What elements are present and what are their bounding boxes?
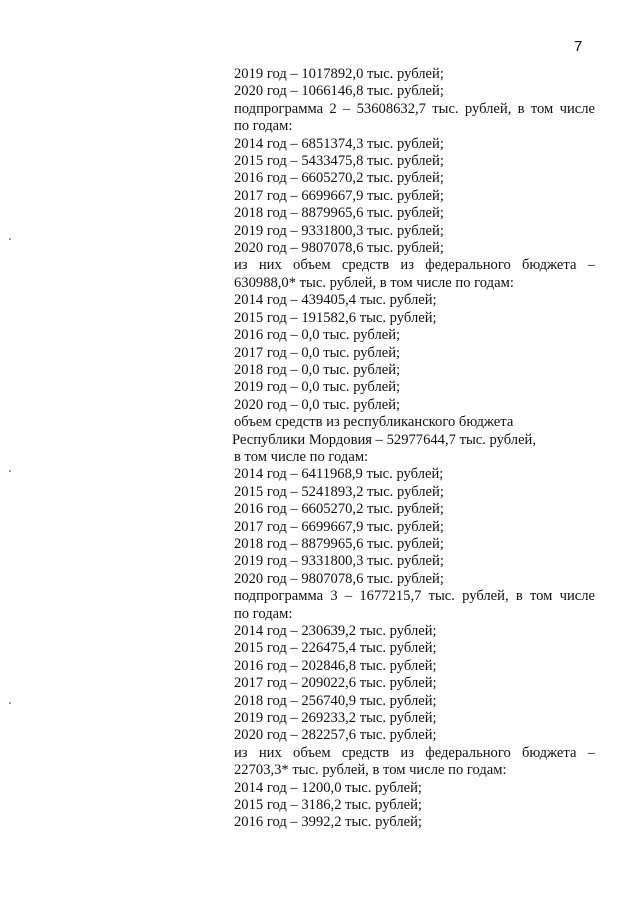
text-line: 2018 год – 8879965,6 тыс. рублей; [234,535,444,552]
scan-speck [9,702,11,704]
text-line: 2017 год – 6699667,9 тыс. рублей; [234,518,444,535]
text-line: из них объем средств из федерального бюджета – [234,257,595,274]
text-line: 2017 год – 6699667,9 тыс. рублей; [234,187,444,204]
text-line: 2017 год – 209022,6 тыс. рублей; [234,675,437,692]
text-line: 2014 год – 6411968,9 тыс. рублей; [234,466,444,483]
text-line: 2020 год – 9807078,6 тыс. рублей; [234,240,444,257]
text-line: 2018 год – 256740,9 тыс. рублей; [234,692,437,709]
text-line: 2019 год – 0,0 тыс. рублей; [234,379,401,396]
text-line: 2019 год – 9331800,3 тыс. рублей; [234,553,444,570]
text-line: по годам: [234,118,293,135]
page-number: 7 [574,38,583,55]
text-line: 2016 год – 202846,8 тыс. рублей; [234,657,437,674]
text-line: подпрограмма 2 – 53608632,7 тыс. рублей, в том числе [234,100,595,117]
text-line: 2015 год – 191582,6 тыс. рублей; [234,309,437,326]
text-line: 2015 год – 226475,4 тыс. рублей; [234,640,437,657]
text-line: 2019 год – 269233,2 тыс. рублей; [234,710,437,727]
text-line: 2020 год – 0,0 тыс. рублей; [234,396,401,413]
text-line: 2014 год – 1200,0 тыс. рублей; [234,779,422,796]
text-line: 2018 год – 0,0 тыс. рублей; [234,361,401,378]
text-line: 2019 год – 9331800,3 тыс. рублей; [234,222,444,239]
text-line: 2016 год – 0,0 тыс. рублей; [234,327,401,344]
text-line: 2015 год – 3186,2 тыс. рублей; [234,797,422,814]
text-line: подпрограмма 3 – 1677215,7 тыс. рублей, в том числе [234,588,595,605]
text-line: 2016 год – 6605270,2 тыс. рублей; [234,501,444,518]
text-line: 630988,0* тыс. рублей, в том числе по годам: [234,274,514,291]
text-line: 22703,3* тыс. рублей, в том числе по годам: [234,762,507,779]
scan-speck [9,470,11,472]
text-line: 2015 год – 5241893,2 тыс. рублей; [234,483,444,500]
text-line: объем средств из республиканского бюджета [234,414,514,431]
text-line: 2014 год – 230639,2 тыс. рублей; [234,623,437,639]
text-line: 2020 год – 9807078,6 тыс. рублей; [234,570,444,587]
scan-speck [9,238,11,240]
text-line: по годам: [234,605,293,622]
text-line: 2020 год – 282257,6 тыс. рублей; [234,727,437,744]
text-line: Республики Мордовия – 52977644,7 тыс. рублей, [232,431,537,448]
text-line: 2015 год – 5433475,8 тыс. рублей; [234,153,444,170]
funding-text-block [234,66,595,832]
text-line: 2016 год – 3992,2 тыс. рублей; [234,814,422,831]
text-line: в том числе по годам: [234,448,369,465]
text-line: 2016 год – 6605270,2 тыс. рублей; [234,170,444,187]
text-line: 2014 год – 439405,4 тыс. рублей; [234,292,437,309]
text-line: 2019 год – 1017892,0 тыс. рублей; [234,66,444,82]
text-line: 2018 год – 8879965,6 тыс. рублей; [234,205,444,222]
text-line: 2014 год – 6851374,3 тыс. рублей; [234,135,444,152]
text-line: из них объем средств из федерального бюджета – [234,744,595,761]
text-line: 2017 год – 0,0 тыс. рублей; [234,344,401,361]
text-line: 2020 год – 1066146,8 тыс. рублей; [234,83,444,100]
